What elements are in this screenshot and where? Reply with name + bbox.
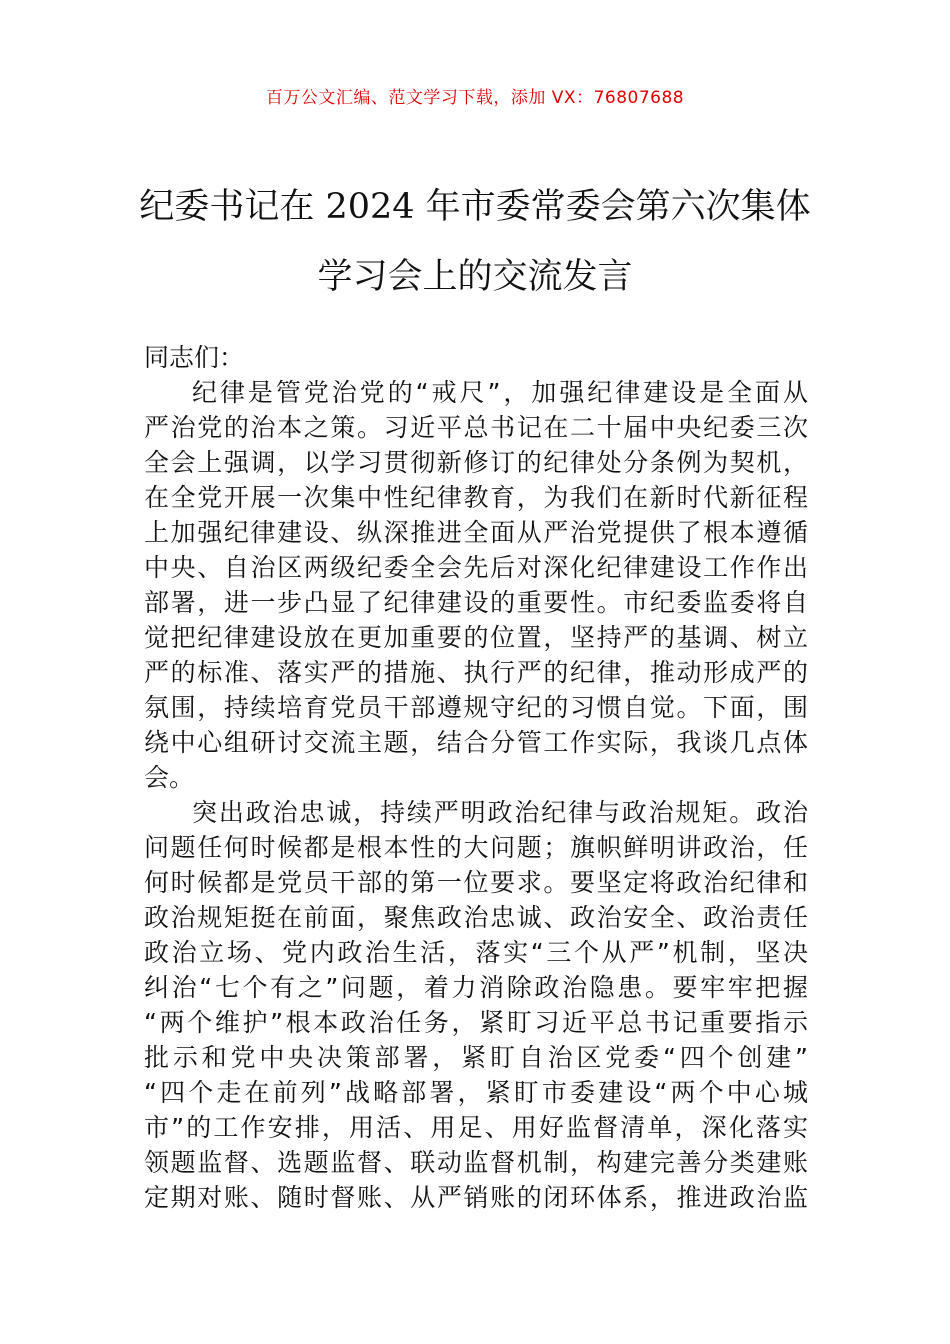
paragraph-line: “两个维护”根本政治任务，紧盯习近平总书记重要指示: [144, 1008, 808, 1037]
paragraph-line: 批示和党中央决策部署，紧盯自治区党委“四个创建”: [144, 1043, 808, 1072]
paragraph-line: 觉把纪律建设放在更加重要的位置，坚持严的基调、树立: [144, 623, 808, 652]
paragraph-line: 突出政治忠诚，持续严明政治纪律与政治规矩。政治: [192, 798, 808, 827]
salutation: 同志们：: [144, 343, 245, 372]
paragraph-line: 中央、自治区两级纪委全会先后对深化纪律建设工作作出: [144, 553, 808, 582]
paragraph-line: 上加强纪律建设、纵深推进全面从严治党提供了根本遵循: [144, 518, 808, 547]
paragraph-line: 政治立场、党内政治生活，落实“三个从严”机制，坚决: [144, 938, 808, 967]
paragraph-line: 纪律是管党治党的“戒尺”，加强纪律建设是全面从: [192, 378, 808, 407]
paragraph-line: “四个走在前列”战略部署，紧盯市委建设“两个中心城: [144, 1078, 808, 1107]
title-line-2: 学习会上的交流发言: [317, 257, 633, 297]
title-line-1: 纪委书记在 2024 年市委常委会第六次集体: [139, 187, 811, 227]
paragraph-line: 纠治“七个有之”问题，着力消除政治隐患。要牢牢把握: [144, 973, 808, 1002]
document-body: [144, 340, 808, 1215]
paragraph-line: 市”的工作安排，用活、用足、用好监督清单，深化落实: [144, 1113, 808, 1142]
paragraph-line: 政治规矩挺在前面，聚焦政治忠诚、政治安全、政治责任: [144, 903, 808, 932]
paragraph-2: [144, 795, 808, 1215]
paragraph-line: 绕中心组研讨交流主题，结合分管工作实际，我谈几点体: [144, 728, 808, 757]
document-title: [0, 172, 950, 312]
paragraph-line: 严的标准、落实严的措施、执行严的纪律，推动形成严的: [144, 658, 808, 687]
paragraph-1: [144, 375, 808, 795]
paragraph-line: 部署，进一步凸显了纪律建设的重要性。市纪委监委将自: [144, 588, 808, 617]
paragraph-line: 在全党开展一次集中性纪律教育，为我们在新时代新征程: [144, 483, 808, 512]
paragraph-line: 何时候都是党员干部的第一位要求。要坚定将政治纪律和: [144, 868, 808, 897]
paragraph-line: 领题监督、选题监督、联动监督机制，构建完善分类建账: [144, 1148, 808, 1177]
paragraph-line: 问题任何时候都是根本性的大问题；旗帜鲜明讲政治，任: [144, 833, 808, 862]
paragraph-line: 氛围，持续培育党员干部遵规守纪的习惯自觉。下面，围: [144, 693, 808, 722]
paragraph-line: 全会上强调，以学习贯彻新修订的纪律处分条例为契机，: [144, 448, 808, 477]
paragraph-line: 会。: [144, 763, 195, 792]
paragraph-line: 严治党的治本之策。习近平总书记在二十届中央纪委三次: [144, 413, 808, 442]
paragraph-line: 定期对账、随时督账、从严销账的闭环体系，推进政治监: [144, 1183, 808, 1212]
watermark-header: 百万公文汇编、范文学习下载，添加 VX：76807688: [265, 88, 685, 108]
